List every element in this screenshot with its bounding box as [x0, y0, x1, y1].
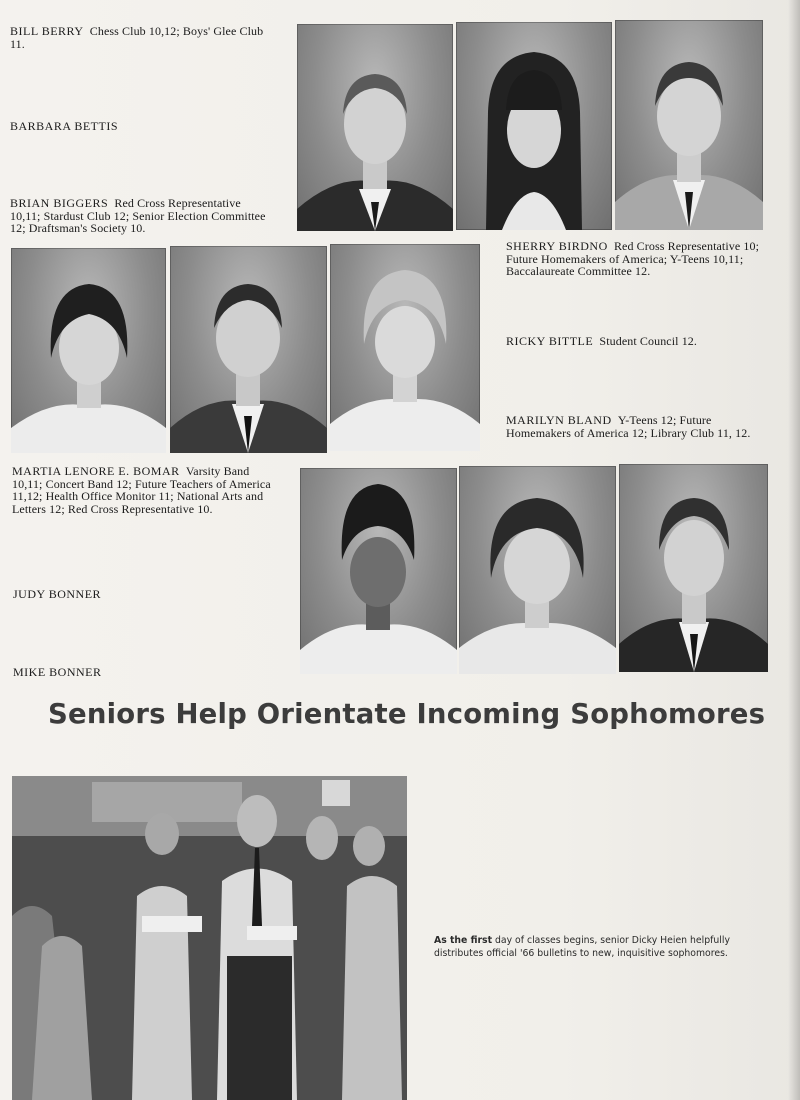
caption-lead: As the first [434, 935, 493, 946]
senior-activities: Student Council 12. [599, 334, 697, 348]
bio-marilyn-bland [506, 414, 768, 439]
portrait-barbara-bettis [456, 22, 612, 230]
bio-mike-bonner [13, 666, 275, 679]
portrait-sherry-birdno [11, 248, 166, 453]
portrait-mike-bonner [619, 464, 768, 672]
portrait-judy-bonner [459, 466, 616, 674]
page-edge-shadow [788, 0, 800, 1100]
portrait-bill-berry [297, 24, 453, 231]
senior-activities: Red Cross Representative 10; Future Homemakers of America; Y-Teens 10,11; Baccalaureate Committee 12. [506, 239, 760, 278]
senior-name: RICKY BITTLE [506, 334, 594, 348]
caption-text: day of classes begins, senior Dicky Heien helpfully distributes official '66 bulletins to new, inquisitive sophomores. [434, 935, 730, 959]
senior-activities: Varsity Band 10,11; Concert Band 12; Future Teachers of America 11,12; Health Office Monitor 11; National Arts and Letters 12; Red Cross Representative 10. [12, 464, 271, 516]
senior-name: JUDY BONNER [13, 587, 102, 601]
bio-bill-berry [10, 25, 272, 50]
senior-name: MARTIA LENORE E. BOMAR [12, 464, 180, 478]
senior-name: BILL BERRY [10, 24, 84, 38]
senior-name: MARILYN BLAND [506, 413, 612, 427]
portrait-ricky-bittle [170, 246, 327, 453]
senior-activities: Red Cross Representative 10,11; Stardust Club 12; Senior Election Committee 12; Draftsman's Society 10. [10, 196, 266, 235]
senior-name: SHERRY BIRDNO [506, 239, 608, 253]
senior-name: MIKE BONNER [13, 665, 102, 679]
senior-activities: Y-Teens 12; Future Homemakers of America 12; Library Club 11, 12. [506, 413, 751, 440]
bio-sherry-birdno [506, 240, 768, 278]
portrait-martia-bomar [300, 468, 457, 674]
photo-caption [434, 934, 764, 960]
senior-name: BRIAN BIGGERS [10, 196, 109, 210]
bio-barbara-bettis [10, 120, 272, 133]
senior-activities: Chess Club 10,12; Boys' Glee Club 11. [10, 24, 264, 51]
bio-ricky-bittle [506, 335, 768, 348]
group-photo-orientation [12, 776, 407, 1100]
portrait-marilyn-bland [330, 244, 480, 451]
senior-name: BARBARA BETTIS [10, 119, 119, 133]
bio-judy-bonner [13, 588, 275, 601]
bio-martia-bomar [12, 465, 274, 515]
portrait-brian-biggers [615, 20, 763, 230]
bio-brian-biggers [10, 197, 272, 235]
section-headline: Seniors Help Orientate Incoming Sophomores [48, 698, 766, 730]
